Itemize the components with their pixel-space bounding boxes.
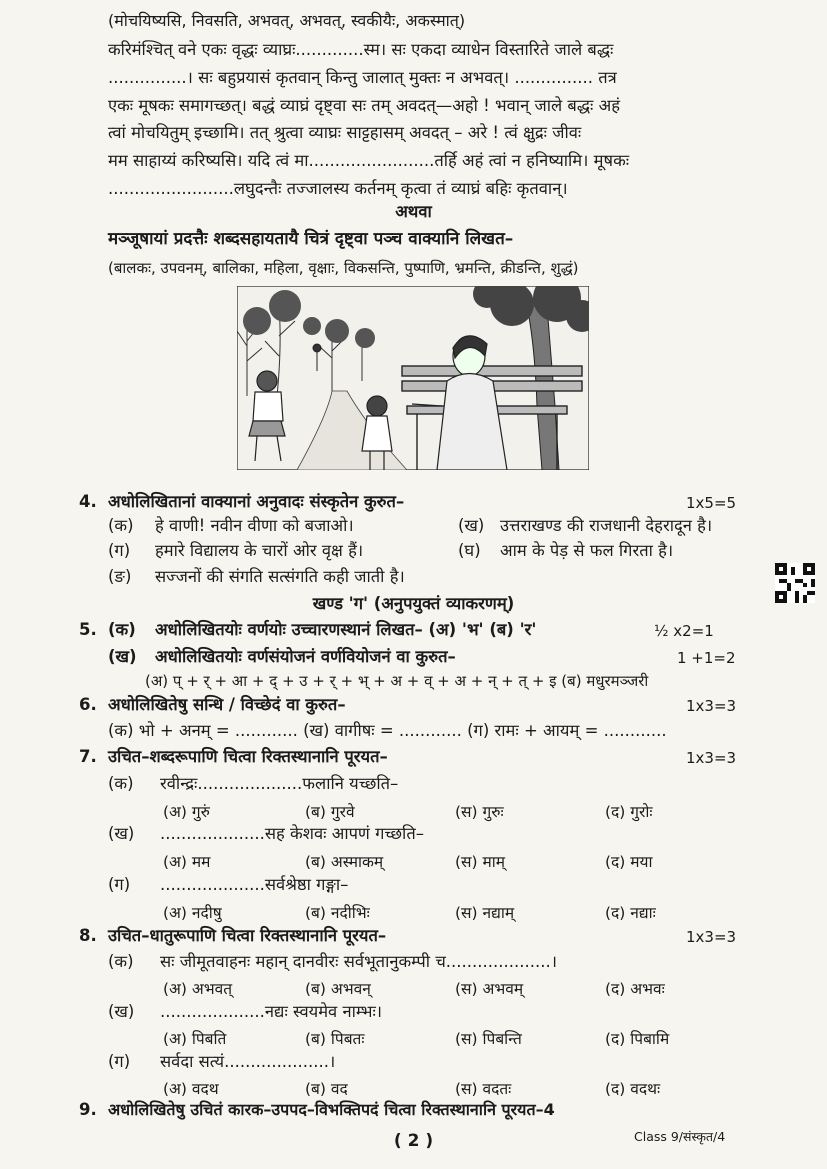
- q4-item-kha-label: (ख): [458, 516, 485, 535]
- q8-ga-sentence: सर्वदा सत्यं....................।: [160, 1052, 336, 1071]
- q4-number: 4.: [79, 492, 97, 511]
- q7-number: 7.: [79, 747, 97, 766]
- q8-ga-opt-d: (द) वदथः: [605, 1080, 661, 1098]
- q8-ka-label: (क): [108, 952, 134, 971]
- q7-kha-sentence: ....................सह केशवः आपणं गच्छति–: [160, 824, 424, 843]
- q7-kha-opt-d: (द) मया: [605, 853, 653, 871]
- q4-item-ka: हे वाणी! नवीन वीणा को बजाओ।: [155, 516, 354, 535]
- picture-task-word-box: (बालकः, उपवनम्, बालिका, महिला, वृक्षाः, विकसन्ति, पुष्पाणि, भ्रमन्ति, क्रीडन्ति, शुद्धं): [108, 259, 579, 277]
- q9-title: अधोलिखितेषु उचितं कारक–उपपद–विभक्तिपदं चित्वा रिक्तस्थानानि पूरयत–4: [108, 1100, 555, 1119]
- q8-kha-opt-a: (अ) पिबति: [163, 1030, 227, 1048]
- q7-kha-label: (ख): [108, 824, 135, 843]
- q8-kha-opt-b: (ब) पिबतः: [305, 1030, 365, 1048]
- q6-detail: (क) भो + अनम् = ............ (ख) वागीषः = ............ (ग) रामः + आयम् = ............: [108, 721, 667, 740]
- q8-marks: 1x3=3: [686, 928, 737, 946]
- q7-ga-opt-d: (द) नद्याः: [605, 904, 656, 922]
- q7-ga-label: (ग): [108, 875, 131, 894]
- q7-ka-label: (क): [108, 774, 134, 793]
- passage-line-3: एकः मूषकः समागच्छत्। बद्धं व्याघ्रं दृष्ट्वा सः तम् अवदत्—अहो ! भवान् जाले बद्धः अहं: [108, 96, 620, 115]
- passage-line-5: मम साहाय्यं करिष्यसि। यदि त्वं मा........................तर्हि अहं त्वां न हनिष्यामि। मूषकः: [108, 151, 630, 170]
- q8-kha-sentence: ....................नद्यः स्वयमेव नाम्भः।: [160, 1002, 383, 1021]
- q7-marks: 1x3=3: [686, 749, 737, 767]
- q4-item-gha: आम के पेड़ से फल गिरता है।: [500, 541, 674, 560]
- q8-ga-opt-c: (स) वदतः: [455, 1080, 512, 1098]
- q7-kha-opt-c: (स) माम्: [455, 853, 506, 871]
- park-illustration: [237, 286, 589, 470]
- q4-item-ga: हमारे विद्यालय के चारों ओर वृक्ष हैं।: [155, 541, 364, 560]
- q7-ka-opt-b: (ब) गुरवे: [305, 803, 355, 821]
- q6-title: अधोलिखितेषु सन्धि / विच्छेदं वा कुरुत–: [108, 695, 346, 714]
- paper-code: Class 9/संस्कृत/4: [634, 1129, 726, 1144]
- q5-b-text: अधोलिखितयोः वर्णसंयोजनं वर्णवियोजनं वा कुरुत–: [155, 647, 456, 666]
- q8-ga-opt-b: (ब) वद: [305, 1080, 348, 1098]
- q5-b-detail: (अ) प् + र् + आ + द् + उ + र् + भ् + अ + व् + अ + न् + त् + इ (ब) मधुरमञ्जरी: [145, 672, 649, 690]
- q4-item-kha: उत्तराखण्ड की राजधानी देहरादून है।: [500, 516, 713, 535]
- passage-line-2: ...............। सः बहुप्रयासं कृतवान् किन्तु जालात् मुक्तः न अभवत्। ............... तत्र: [108, 68, 617, 87]
- q8-ga-label: (ग): [108, 1052, 131, 1071]
- q7-ka-opt-d: (द) गुरोः: [605, 803, 653, 821]
- q8-ka-opt-d: (द) अभवः: [605, 980, 665, 998]
- q8-title: उचित–धातुरूपाणि चित्वा रिक्तस्थानानि पूरयत–: [108, 926, 387, 945]
- q8-ka-opt-b: (ब) अभवन्: [305, 980, 371, 998]
- passage-word-box: (मोचयिष्यसि, निवसति, अभवत्, अभवत्, स्वकीयैः, अकस्मात्): [108, 11, 466, 30]
- q7-ka-sentence: रवीन्द्रः....................फलानि यच्छति–: [160, 774, 399, 793]
- q6-number: 6.: [79, 695, 97, 714]
- q7-ga-opt-a: (अ) नदीषु: [163, 904, 222, 922]
- q4-marks: 1x5=5: [686, 494, 737, 512]
- q5-b-marks: 1 +1=2: [677, 649, 736, 667]
- q7-ga-opt-c: (स) नद्याम्: [455, 904, 515, 922]
- q8-kha-opt-d: (द) पिबामि: [605, 1030, 670, 1048]
- q6-marks: 1x3=3: [686, 697, 737, 715]
- q4-title: अधोलिखितानां वाक्यानां अनुवादः संस्कृतेन कुरुत–: [108, 492, 405, 511]
- q4-item-gha-label: (घ): [458, 541, 481, 560]
- q5-a-label: (क): [108, 620, 136, 639]
- passage-line-6: ........................लघुदन्तैः तज्जालस्य कर्तनम् कृत्वा तं व्याघ्रं बहिः कृतवान्।: [108, 179, 568, 198]
- q8-ka-opt-a: (अ) अभवत्: [163, 980, 233, 998]
- q8-number: 8.: [79, 926, 97, 945]
- q5-a-text: अधोलिखितयोः वर्णयोः उच्चारणस्थानं लिखत– (अ) 'भ' (ब) 'र': [155, 620, 537, 639]
- q7-kha-opt-b: (ब) अस्माकम्: [305, 853, 384, 871]
- q7-ga-opt-b: (ब) नदीभिः: [305, 904, 370, 922]
- athva-heading: अथवा: [395, 202, 432, 221]
- q5-a-marks: ½ x2=1: [654, 622, 714, 640]
- q8-ka-opt-c: (स) अभवम्: [455, 980, 524, 998]
- q4-item-ka-label: (क): [108, 516, 134, 535]
- passage-line-4: त्वां मोचयितुम् इच्छामि। तत् श्रुत्वा व्याघ्रः साट्टहासम् अवदत् – अरे ! त्वं क्षुद्रः जीवः: [108, 123, 582, 142]
- q7-ka-opt-c: (स) गुरुः: [455, 803, 504, 821]
- passage-line-1: करिमंश्चित् वने एकः वृद्धः व्याघ्रः.............स्म। सः एकदा व्याधेन विस्तारिते जाले बद्धः: [108, 40, 614, 59]
- q8-kha-opt-c: (स) पिबन्ति: [455, 1030, 522, 1048]
- q4-item-ga-label: (ग): [108, 541, 131, 560]
- q8-ga-opt-a: (अ) वदथ: [163, 1080, 219, 1098]
- page-number: ( 2 ): [393, 1131, 434, 1151]
- q8-kha-label: (ख): [108, 1002, 135, 1021]
- qr-code-icon: [775, 563, 815, 603]
- q7-title: उचित–शब्दरूपाणि चित्वा रिक्तस्थानानि पूरयत–: [108, 747, 388, 766]
- q7-kha-opt-a: (अ) मम: [163, 853, 211, 871]
- picture-task-instruction: मञ्जूषायां प्रदत्तैः शब्दसहायतायै चित्रं दृष्ट्वा पञ्च वाक्यानि लिखत–: [108, 229, 514, 249]
- q9-number: 9.: [79, 1100, 97, 1119]
- q7-ga-sentence: ....................सर्वश्रेष्ठा गङ्गा–: [160, 875, 349, 894]
- q7-ka-opt-a: (अ) गुरुं: [163, 803, 210, 821]
- q5-number: 5.: [79, 620, 97, 639]
- q8-ka-sentence: सः जीमूतवाहनः महान् दानवीरः सर्वभूतानुकम्पी च....................।: [160, 952, 557, 971]
- q5-b-label: (ख): [108, 647, 137, 666]
- q4-item-nga-label: (ङ): [108, 567, 132, 586]
- section-heading: खण्ड 'ग' (अनुपयुक्तं व्याकरणम्): [312, 594, 515, 613]
- q4-item-nga: सज्जनों की संगति सत्संगति कही जाती है।: [155, 567, 405, 586]
